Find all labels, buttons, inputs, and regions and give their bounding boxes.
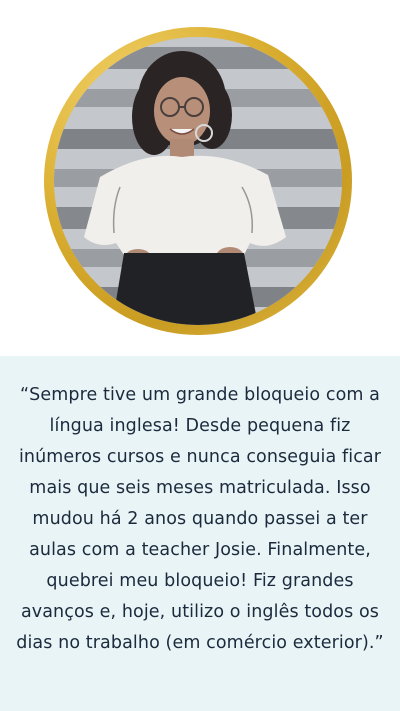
person-portrait-illustration	[54, 37, 342, 325]
gold-ring-frame	[44, 27, 352, 335]
testimonial-quote-section	[0, 356, 400, 711]
testimonial-quote: “Sempre tive um grande bloqueio com a língua inglesa! Desde pequena fiz inúmeros cursos e nunca conseguia ficar mais que seis meses matriculada. Isso mudou há 2 anos quando passei a ter aulas com a teacher Josie. Finalmente, quebrei meu bloqueio! Fiz grandes avanços e, hoje, utilizo o inglês todos os dias no trabalho (em comércio exterior).”	[16, 385, 384, 653]
testimonial-photo	[54, 37, 342, 325]
